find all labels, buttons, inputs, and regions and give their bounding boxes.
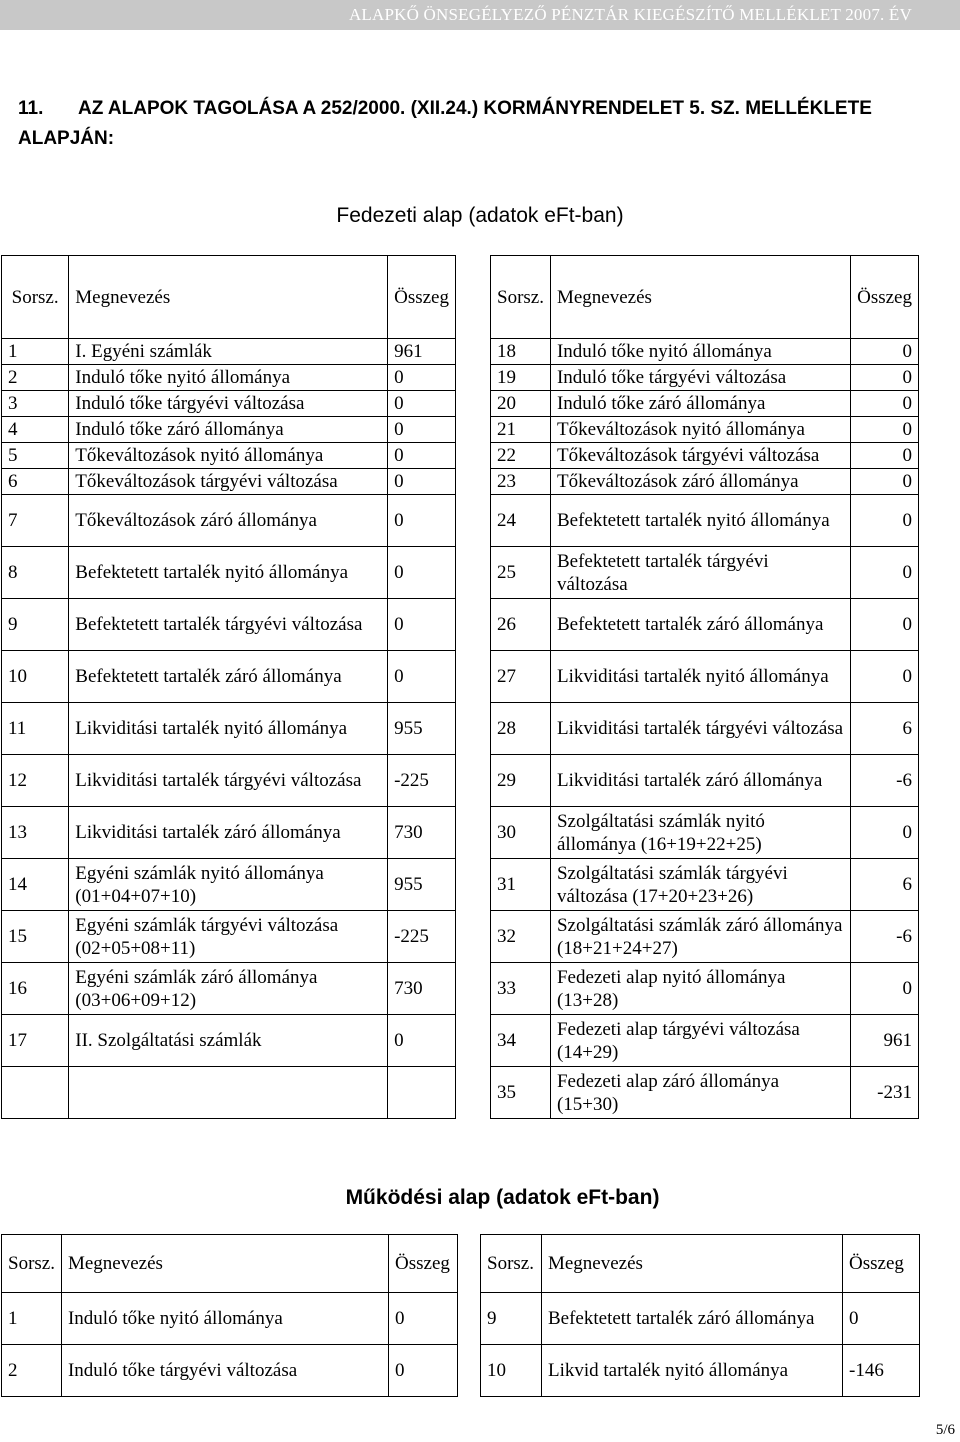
row-value: 0 xyxy=(388,599,456,651)
row-number: 6 xyxy=(2,469,69,495)
row-value xyxy=(388,1067,456,1119)
table-row xyxy=(491,651,919,703)
col-header-sorsz: Sorsz. xyxy=(2,256,69,339)
row-label: Likviditási tartalék nyitó állománya xyxy=(550,651,850,703)
row-number: 25 xyxy=(491,547,551,599)
row-value: 0 xyxy=(851,469,919,495)
row-label: Befektetett tartalék záró állománya xyxy=(69,651,388,703)
table-row xyxy=(491,859,919,911)
row-number: 26 xyxy=(491,599,551,651)
col-header-sorsz: Sorsz. xyxy=(491,256,551,339)
row-number: 2 xyxy=(2,1345,62,1397)
row-label: Induló tőke tárgyévi változása xyxy=(69,391,388,417)
row-value: -6 xyxy=(851,755,919,807)
row-value: 0 xyxy=(388,391,456,417)
table-row xyxy=(491,547,919,599)
row-value: -231 xyxy=(851,1067,919,1119)
row-label: Tőkeváltozások tárgyévi változása xyxy=(69,469,388,495)
section-heading xyxy=(18,94,948,154)
col-header-osszeg: Összeg xyxy=(843,1235,920,1293)
row-label: Befektetett tartalék záró állománya xyxy=(541,1293,842,1345)
table-row xyxy=(2,1345,458,1397)
page-number: 5/6 xyxy=(935,1422,955,1438)
row-number: 14 xyxy=(2,859,69,911)
row-number: 12 xyxy=(2,755,69,807)
row-number: 28 xyxy=(491,703,551,755)
col-header-megnevezes: Megnevezés xyxy=(69,256,388,339)
row-number: 21 xyxy=(491,417,551,443)
row-value: 0 xyxy=(851,963,919,1015)
row-label: Induló tőke nyitó állománya xyxy=(550,339,850,365)
fedezeti-title: Fedezeti alap (adatok eFt-ban) xyxy=(336,204,624,227)
row-number: 5 xyxy=(2,443,69,469)
row-label: Egyéni számlák záró állománya (03+06+09+12) xyxy=(69,963,388,1015)
col-header-megnevezes: Megnevezés xyxy=(550,256,850,339)
row-value: 961 xyxy=(388,339,456,365)
mukodesi-right-table xyxy=(480,1234,920,1397)
row-number: 24 xyxy=(491,495,551,547)
row-number: 32 xyxy=(491,911,551,963)
table-row-empty xyxy=(2,1067,456,1119)
row-label: Fedezeti alap nyitó állománya (13+28) xyxy=(550,963,850,1015)
table-row xyxy=(491,963,919,1015)
row-number: 27 xyxy=(491,651,551,703)
row-number: 4 xyxy=(2,417,69,443)
row-number: 13 xyxy=(2,807,69,859)
table-row xyxy=(2,807,456,859)
row-label: Szolgáltatási számlák záró állománya (18+21+24+27) xyxy=(550,911,850,963)
table-row xyxy=(491,599,919,651)
row-number: 11 xyxy=(2,703,69,755)
table-row xyxy=(491,495,919,547)
row-label: Induló tőke nyitó állománya xyxy=(69,365,388,391)
row-label: I. Egyéni számlák xyxy=(69,339,388,365)
col-header-sorsz: Sorsz. xyxy=(2,1235,62,1293)
row-label: Szolgáltatási számlák nyitó állománya (16+19+22+25) xyxy=(550,807,850,859)
page-header-text: ALAPKŐ ÖNSEGÉLYEZŐ PÉNZTÁR KIEGÉSZÍTŐ MELLÉKLET 2007. ÉV xyxy=(348,5,912,24)
row-value: 0 xyxy=(851,495,919,547)
table-row xyxy=(491,365,919,391)
row-label: Induló tőke tárgyévi változása xyxy=(61,1345,388,1397)
row-value: -225 xyxy=(388,755,456,807)
row-value: 0 xyxy=(388,651,456,703)
table-row xyxy=(491,339,919,365)
row-label: Likviditási tartalék tárgyévi változása xyxy=(69,755,388,807)
row-label: Befektetett tartalék nyitó állománya xyxy=(69,547,388,599)
row-value: 0 xyxy=(851,651,919,703)
table-header-row xyxy=(491,256,919,339)
row-number: 9 xyxy=(481,1293,542,1345)
table-row xyxy=(2,365,456,391)
page-header-bar xyxy=(0,0,960,30)
row-value: 0 xyxy=(388,443,456,469)
row-number: 35 xyxy=(491,1067,551,1119)
row-value: 0 xyxy=(388,547,456,599)
row-number: 3 xyxy=(2,391,69,417)
table-row xyxy=(2,859,456,911)
table-row xyxy=(481,1345,920,1397)
row-value: 0 xyxy=(851,807,919,859)
table-header-row xyxy=(2,256,456,339)
table-row xyxy=(2,339,456,365)
section-title: AZ ALAPOK TAGOLÁSA A 252/2000. (XII.24.) KORMÁNYRENDELET 5. SZ. MELLÉKLETE ALAPJÁN: xyxy=(18,98,872,149)
row-label: Tőkeváltozások nyitó állománya xyxy=(69,443,388,469)
row-label: Egyéni számlák tárgyévi változása (02+05+08+11) xyxy=(69,911,388,963)
row-value: -146 xyxy=(843,1345,920,1397)
table-row xyxy=(2,417,456,443)
row-number: 10 xyxy=(481,1345,542,1397)
row-label: Tőkeváltozások záró állománya xyxy=(69,495,388,547)
table-row xyxy=(2,495,456,547)
row-label: Induló tőke záró állománya xyxy=(550,391,850,417)
row-value: 0 xyxy=(388,417,456,443)
row-label: Egyéni számlák nyitó állománya (01+04+07+10) xyxy=(69,859,388,911)
table-row xyxy=(2,911,456,963)
row-label: Befektetett tartalék nyitó állománya xyxy=(550,495,850,547)
row-label: Tőkeváltozások tárgyévi változása xyxy=(550,443,850,469)
row-label xyxy=(69,1067,388,1119)
table-row xyxy=(2,1015,456,1067)
row-number: 23 xyxy=(491,469,551,495)
table-row xyxy=(2,391,456,417)
row-label: Induló tőke záró állománya xyxy=(69,417,388,443)
table-header-row xyxy=(2,1235,458,1293)
row-value: 961 xyxy=(851,1015,919,1067)
row-label: Likviditási tartalék záró állománya xyxy=(550,755,850,807)
row-number: 16 xyxy=(2,963,69,1015)
row-label: Tőkeváltozások nyitó állománya xyxy=(550,417,850,443)
row-number: 33 xyxy=(491,963,551,1015)
row-number: 18 xyxy=(491,339,551,365)
table-row xyxy=(481,1293,920,1345)
row-label: Befektetett tartalék tárgyévi változása xyxy=(69,599,388,651)
row-value: 0 xyxy=(851,391,919,417)
table-row xyxy=(491,807,919,859)
row-value: 0 xyxy=(851,443,919,469)
mukodesi-title: Működési alap (adatok eFt-ban) xyxy=(345,1186,660,1209)
table-row xyxy=(491,417,919,443)
table-row xyxy=(2,469,456,495)
table-row xyxy=(491,703,919,755)
row-number: 15 xyxy=(2,911,69,963)
table-header-row xyxy=(481,1235,920,1293)
row-label: Induló tőke nyitó állománya xyxy=(61,1293,388,1345)
col-header-osszeg: Összeg xyxy=(389,1235,458,1293)
table-row xyxy=(2,599,456,651)
row-number: 1 xyxy=(2,1293,62,1345)
row-label: Likvid tartalék nyitó állománya xyxy=(541,1345,842,1397)
row-label: Fedezeti alap záró állománya (15+30) xyxy=(550,1067,850,1119)
row-value: 0 xyxy=(851,339,919,365)
row-number: 19 xyxy=(491,365,551,391)
row-label: Befektetett tartalék záró állománya xyxy=(550,599,850,651)
table-row xyxy=(491,443,919,469)
row-number: 30 xyxy=(491,807,551,859)
row-value: 0 xyxy=(388,495,456,547)
row-number: 9 xyxy=(2,599,69,651)
row-value: 730 xyxy=(388,807,456,859)
mukodesi-left-table xyxy=(1,1234,458,1397)
row-number: 20 xyxy=(491,391,551,417)
row-value: 6 xyxy=(851,703,919,755)
row-number: 10 xyxy=(2,651,69,703)
table-row xyxy=(2,755,456,807)
col-header-megnevezes: Megnevezés xyxy=(541,1235,842,1293)
row-value: 0 xyxy=(388,1015,456,1067)
row-label: Likviditási tartalék záró állománya xyxy=(69,807,388,859)
row-number: 8 xyxy=(2,547,69,599)
row-number: 31 xyxy=(491,859,551,911)
row-value: 0 xyxy=(851,365,919,391)
row-label: Likviditási tartalék tárgyévi változása xyxy=(550,703,850,755)
col-header-osszeg: Összeg xyxy=(851,256,919,339)
col-header-megnevezes: Megnevezés xyxy=(61,1235,388,1293)
row-value: 0 xyxy=(851,547,919,599)
row-number: 2 xyxy=(2,365,69,391)
table-row xyxy=(491,391,919,417)
row-number: 1 xyxy=(2,339,69,365)
row-label: Likviditási tartalék nyitó állománya xyxy=(69,703,388,755)
col-header-osszeg: Összeg xyxy=(388,256,456,339)
row-value: 730 xyxy=(388,963,456,1015)
row-label: Fedezeti alap tárgyévi változása (14+29) xyxy=(550,1015,850,1067)
row-number: 29 xyxy=(491,755,551,807)
row-value: 0 xyxy=(389,1345,458,1397)
table-row xyxy=(2,651,456,703)
row-value: 0 xyxy=(851,599,919,651)
row-number: 7 xyxy=(2,495,69,547)
section-number: 11. xyxy=(18,98,44,119)
row-value: 955 xyxy=(388,703,456,755)
fedezeti-right-table xyxy=(490,255,919,1119)
table-row xyxy=(2,963,456,1015)
row-number xyxy=(2,1067,69,1119)
row-value: 0 xyxy=(843,1293,920,1345)
row-label: Induló tőke tárgyévi változása xyxy=(550,365,850,391)
row-value: 955 xyxy=(388,859,456,911)
table-row xyxy=(491,469,919,495)
row-label: Tőkeváltozások záró állománya xyxy=(550,469,850,495)
row-value: 0 xyxy=(851,417,919,443)
row-number: 34 xyxy=(491,1015,551,1067)
row-value: -225 xyxy=(388,911,456,963)
table-row xyxy=(2,703,456,755)
row-number: 22 xyxy=(491,443,551,469)
row-number: 17 xyxy=(2,1015,69,1067)
table-row xyxy=(491,1015,919,1067)
row-label: II. Szolgáltatási számlák xyxy=(69,1015,388,1067)
row-value: 0 xyxy=(388,365,456,391)
table-row xyxy=(2,1293,458,1345)
table-row xyxy=(491,755,919,807)
row-value: 6 xyxy=(851,859,919,911)
fedezeti-left-table xyxy=(1,255,456,1119)
row-value: 0 xyxy=(389,1293,458,1345)
table-row xyxy=(491,911,919,963)
row-value: 0 xyxy=(388,469,456,495)
table-row xyxy=(2,547,456,599)
row-label: Szolgáltatási számlák tárgyévi változása (17+20+23+26) xyxy=(550,859,850,911)
row-value: -6 xyxy=(851,911,919,963)
table-row xyxy=(2,443,456,469)
row-label: Befektetett tartalék tárgyévi változása xyxy=(550,547,850,599)
col-header-sorsz: Sorsz. xyxy=(481,1235,542,1293)
table-row xyxy=(491,1067,919,1119)
